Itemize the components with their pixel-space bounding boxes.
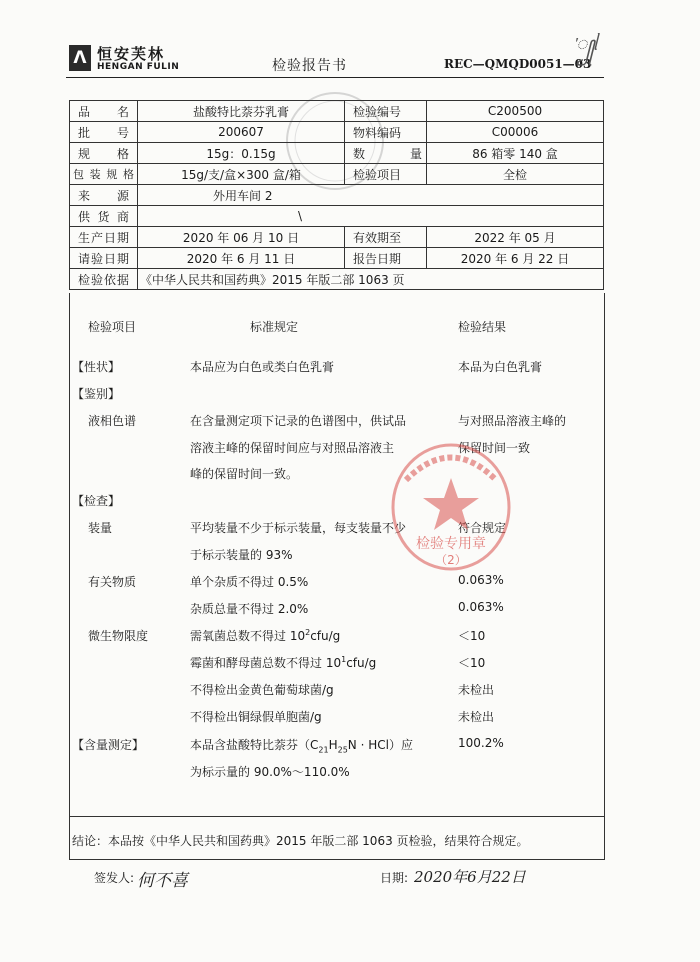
table-row xyxy=(70,164,604,185)
column-header-standard: 标准规定 xyxy=(250,320,299,334)
fill-standard-line1: 平均装量不少于标示装量，每支装量不少 xyxy=(190,521,407,535)
value-batch: 200607 xyxy=(138,122,345,143)
product-info-table xyxy=(69,100,604,290)
label-spec: 规 格 xyxy=(70,143,138,164)
document-code: REC—QMQD0051—03 xyxy=(444,57,592,71)
section-identification: 【鉴别】 xyxy=(72,387,121,401)
micro-standard-1: 需氧菌总数不得过 $10^2cfu/g$ xyxy=(190,628,341,643)
micro-result-4: 未检出 xyxy=(458,710,495,724)
table-row xyxy=(70,122,604,143)
value-test-items: 全检 xyxy=(427,164,604,185)
micro-standard-3: 不得检出金黄色葡萄球菌/g xyxy=(190,683,334,697)
micro-standard-4: 不得检出铜绿假单胞菌/g xyxy=(190,710,322,724)
label-test-basis: 检验依据 xyxy=(70,269,138,290)
label-packaging: 包装规格 xyxy=(70,164,138,185)
column-header-item: 检验项目 xyxy=(88,320,137,334)
label-report-date: 报告日期 xyxy=(345,248,427,269)
label-test-items: 检验项目 xyxy=(345,164,427,185)
label-material-code: 物料编码 xyxy=(345,122,427,143)
signer-signature: 何不喜 xyxy=(137,871,188,891)
value-request-date: 2020 年 6 月 11 日 xyxy=(138,248,345,269)
micro-result-3: 未检出 xyxy=(458,683,495,697)
section-tests: 【检查】 xyxy=(72,494,121,508)
table-row xyxy=(70,143,604,164)
table-row xyxy=(70,206,604,227)
label-batch: 批 号 xyxy=(70,122,138,143)
date-value: 2020年6月22日 xyxy=(414,868,526,886)
value-test-number: C200500 xyxy=(427,101,604,122)
table-row xyxy=(70,101,604,122)
value-report-date: 2020 年 6 月 22 日 xyxy=(427,248,604,269)
table-row xyxy=(70,185,604,206)
label-expiry-date: 有效期至 xyxy=(345,227,427,248)
related-result-2: 0.063% xyxy=(458,600,504,614)
value-quantity: 86 箱零 140 盒 xyxy=(427,143,604,164)
value-packaging: 15g/支/盒×300 盒/箱 xyxy=(138,164,345,185)
conclusion-text: 结论：本品按《中华人民共和国药典》2015 年版二部 1063 页检验，结果符合规定。 xyxy=(72,834,529,848)
micro-result-1: ＜10 xyxy=(458,629,486,643)
identification-result-line1: 与对照品溶液主峰的 xyxy=(458,414,567,428)
micro-item: 微生物限度 xyxy=(88,629,149,643)
label-request-date: 请验日期 xyxy=(70,248,138,269)
appearance-result: 本品为白色乳膏 xyxy=(458,360,543,374)
value-production-date: 2020 年 06 月 10 日 xyxy=(138,227,345,248)
handwritten-mark-icon: ᡃ꧀ᥣ xyxy=(576,33,596,55)
value-source: 外用车间 2 xyxy=(138,185,604,206)
identification-item: 液相色谱 xyxy=(88,414,137,428)
label-supplier: 供货商 xyxy=(70,206,138,227)
identification-standard-line1: 在含量测定项下记录的色谱图中，供试品 xyxy=(190,414,407,428)
seal-text: 检验专用章 xyxy=(416,536,486,552)
related-standard-1: 单个杂质不得过 0.5% xyxy=(190,575,309,589)
fill-result: 符合规定 xyxy=(458,521,507,535)
identification-standard-line2: 溶液主峰的保留时间应与对照品溶液主 xyxy=(190,441,395,455)
related-standard-2: 杂质总量不得过 2.0% xyxy=(190,602,309,616)
identification-standard-line3: 峰的保留时间一致。 xyxy=(190,467,299,481)
fill-standard-line2: 于标示装量的 93% xyxy=(190,548,293,562)
table-row xyxy=(70,269,604,290)
label-test-number: 检验编号 xyxy=(345,101,427,122)
value-spec: 15g：0.15g xyxy=(138,143,345,164)
company-logo-icon: Λ xyxy=(69,45,91,71)
label-production-date: 生产日期 xyxy=(70,227,138,248)
value-material-code: C00006 xyxy=(427,122,604,143)
value-product-name: 盐酸特比萘芬乳膏 xyxy=(138,101,345,122)
table-row xyxy=(70,227,604,248)
date-label: 日期: xyxy=(380,871,409,885)
value-test-basis: 《中华人民共和国药典》2015 年版二部 1063 页 xyxy=(138,269,604,290)
micro-standard-2: 霉菌和酵母菌总数不得过 $10^1cfu/g$ xyxy=(190,655,377,670)
company-name-en: HENGAN FULIN xyxy=(97,62,180,72)
section-assay: 【含量测定】 xyxy=(72,738,145,752)
column-header-result: 检验结果 xyxy=(458,320,507,334)
company-name-cn: 恒安芙林 xyxy=(97,45,166,63)
header-divider xyxy=(66,77,604,78)
label-product-name: 品 名 xyxy=(70,101,138,122)
assay-result: 100.2% xyxy=(458,736,504,750)
related-result-1: 0.063% xyxy=(458,573,504,587)
assay-standard-line2: 为标示量的 90.0%～110.0% xyxy=(190,765,350,779)
value-expiry-date: 2022 年 05 月 xyxy=(427,227,604,248)
identification-result-line2: 保留时间一致 xyxy=(458,441,531,455)
signer-label: 签发人: xyxy=(94,871,135,885)
section-appearance: 【性状】 xyxy=(72,360,121,374)
assay-standard-line1: 本品含盐酸特比萘芬$(C_{21}H_{25}N \cdot HCl)$应 xyxy=(190,738,413,755)
micro-result-2: ＜10 xyxy=(458,656,486,670)
table-row xyxy=(70,248,604,269)
seal-number: （2） xyxy=(435,553,467,567)
related-item: 有关物质 xyxy=(88,575,137,589)
label-source: 来 源 xyxy=(70,185,138,206)
value-supplier: \ xyxy=(138,206,604,227)
company-seal-icon xyxy=(386,440,516,575)
fill-item: 装量 xyxy=(88,521,113,535)
document-title: 检验报告书 xyxy=(272,58,347,74)
appearance-standard: 本品应为白色或类白色乳膏 xyxy=(190,360,335,374)
label-quantity: 数 量 xyxy=(345,143,427,164)
